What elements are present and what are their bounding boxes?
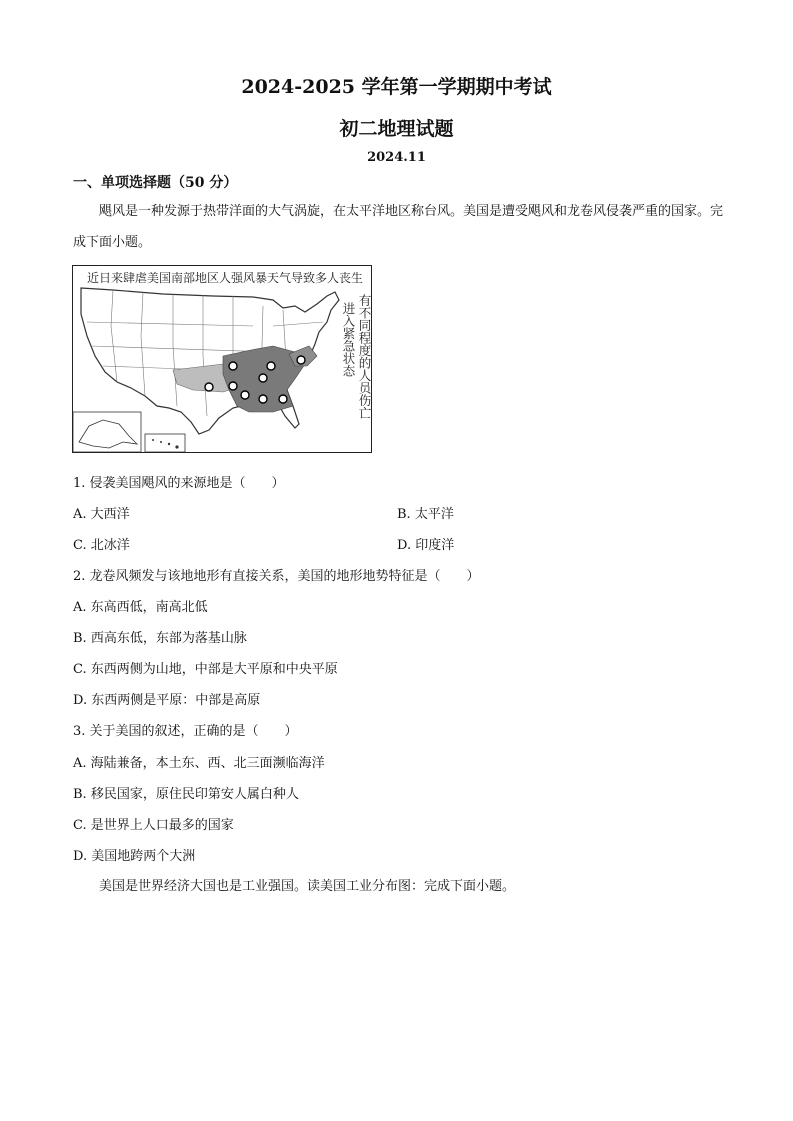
map-vertical-label-2: 有不同程度的人员伤亡	[357, 294, 372, 419]
us-map-graphic	[73, 266, 371, 452]
section-heading: 一、单项选择题（50 分）	[73, 175, 238, 191]
map-caption: 近日来肆虐美国南部地区人强风暴天气导致多人丧生	[87, 271, 364, 285]
question-1-option-c: C. 北冰洋	[73, 538, 130, 553]
question-1-option-d: D. 印度洋	[397, 538, 455, 553]
exam-date: 2024.11	[367, 150, 426, 165]
storm-marker	[229, 362, 237, 370]
storm-marker	[241, 391, 249, 399]
question-3-option-d: D. 美国地跨两个大洲	[73, 849, 196, 864]
storm-marker	[297, 356, 305, 364]
question-3-option-c: C. 是世界上人口最多的国家	[73, 818, 234, 833]
question-1-option-a: A. 大西洋	[73, 507, 130, 522]
storm-marker	[279, 395, 287, 403]
intro-paragraph-2: 美国是世界经济大国也是工业强国。读美国工业分布图：完成下面小题。	[99, 879, 516, 894]
question-2-option-c: C. 东西两侧为山地，中部是大平原和中央平原	[73, 662, 338, 677]
question-1-option-b: B. 太平洋	[397, 507, 454, 522]
question-3-stem: 3. 关于美国的叙述，正确的是（ ）	[73, 724, 298, 739]
storm-marker	[229, 382, 237, 390]
hawaii-inset	[145, 434, 185, 452]
storm-marker	[205, 383, 213, 391]
storm-marker	[267, 362, 275, 370]
map-vertical-label-1: 进入紧急状态	[341, 302, 356, 377]
exam-subtitle: 初二地理试题	[339, 118, 454, 140]
question-3-option-b: B. 移民国家，原住民印第安人属白种人	[73, 787, 299, 802]
question-2-stem: 2. 龙卷风频发与该地地形有直接关系，美国的地形地势特征是（ ）	[73, 569, 480, 584]
question-2-option-a: A. 东高西低，南高北低	[73, 600, 208, 615]
question-2-option-b: B. 西高东低，东部为落基山脉	[73, 631, 247, 646]
question-1-stem: 1. 侵袭美国飓风的来源地是（ ）	[73, 476, 285, 491]
us-storm-map	[72, 265, 372, 453]
question-3-option-a: A. 海陆兼备，本土东、西、北三面濒临海洋	[73, 756, 325, 771]
storm-marker	[259, 374, 267, 382]
storm-marker	[259, 395, 267, 403]
exam-title: 2024-2025 学年第一学期期中考试	[241, 76, 552, 98]
intro-paragraph-1: 飓风是一种发源于热带洋面的大气涡旋，在太平洋地区称台风。美国是遭受飓风和龙卷风侵袭严重的国家。完成下面小题。	[73, 204, 724, 250]
question-2-option-d: D. 东西两侧是平原：中部是高原	[73, 693, 261, 708]
